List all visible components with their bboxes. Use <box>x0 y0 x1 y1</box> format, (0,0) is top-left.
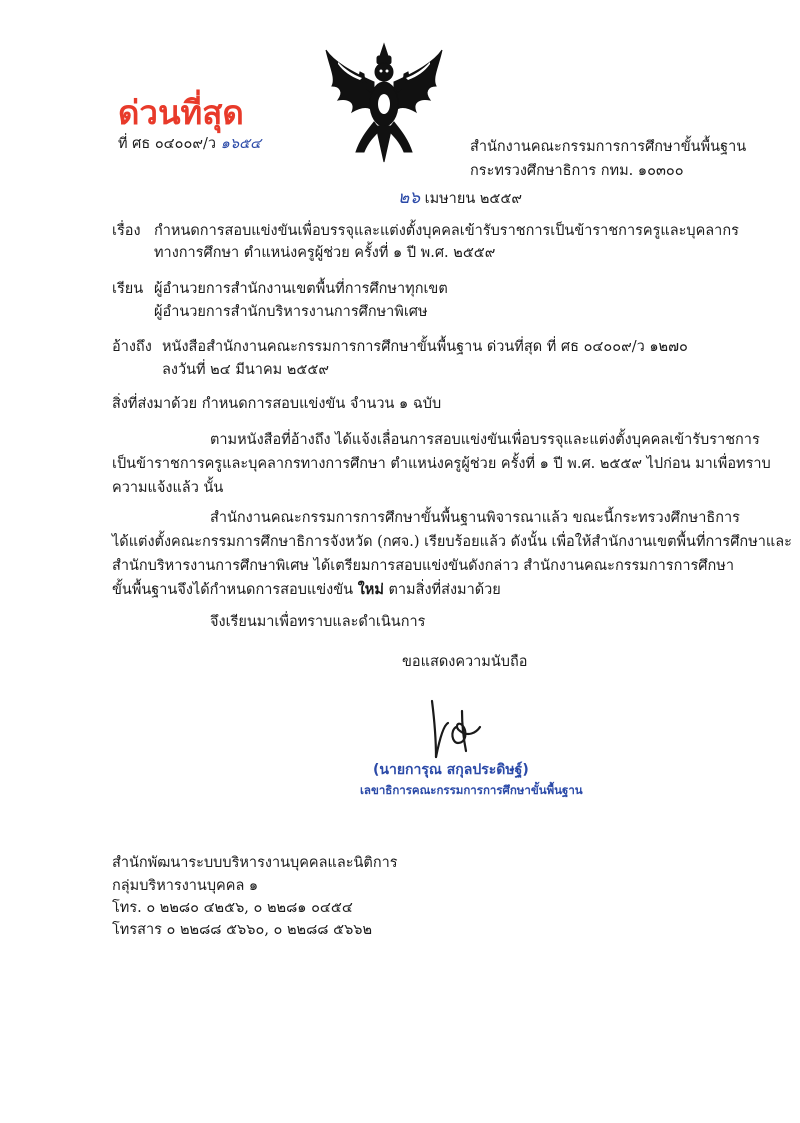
reference-label: อ้างถึง <box>112 339 152 355</box>
footer-group: กลุ่มบริหารงานบุคคล ๑ <box>112 878 259 894</box>
body-p2-last-suffix: ตามสิ่งที่ส่งมาด้วย <box>388 582 501 598</box>
body-paragraph-1 <box>112 428 771 500</box>
date-day-handwritten: ๒๖ <box>398 188 420 208</box>
body-p2-line: สำนักงานคณะกรรมการการศึกษาขั้นพื้นฐานพิจารณาแล้ว ขณะนี้กระทรวงศึกษาธิการ <box>210 510 740 526</box>
doc-number-printed: ศธ ๐๔๐๐๙/ว <box>132 136 217 152</box>
body-p2-line <box>112 578 737 602</box>
body-p2-line: ได้แต่งตั้งคณะกรรมการศึกษาธิการจังหวัด (กศจ.) เรียบร้อยแล้ว ดังนั้น เพื่อให้สำนักงานเขตพื้นที่การศึกษาและ <box>112 534 792 550</box>
office-address: กระทรวงศึกษาธิการ กทม. ๑๐๓๐๐ <box>470 163 684 179</box>
enclosure-label: สิ่งที่ส่งมาด้วย <box>112 396 198 412</box>
date-month-year: เมษายน ๒๕๕๙ <box>424 191 522 207</box>
body-p1-line: เป็นข้าราชการครูและบุคลากรทางการศึกษา ตำแหน่งครูผู้ช่วย ครั้งที่ ๑ ปี พ.ศ. ๒๕๕๙ ไปก่อน มาเพื่อทราบ <box>112 456 771 472</box>
subject-line-1: กำหนดการสอบแข่งขันเพื่อบรรจุและแต่งตั้งบุคคลเข้ารับราชการเป็นข้าราชการครูและบุคลากร <box>154 223 739 239</box>
signatory-position: เลขาธิการคณะกรรมการการศึกษาขั้นพื้นฐาน <box>360 783 583 797</box>
reference-line-1: หนังสือสำนักงานคณะกรรมการการศึกษาขั้นพื้นฐาน ด่วนที่สุด ที่ ศธ ๐๔๐๐๙/ว ๑๒๗๐ <box>162 339 688 355</box>
body-p2-emphasis: ใหม่ <box>357 581 384 598</box>
signature-image <box>418 697 488 763</box>
subject-line-2: ทางการศึกษา ตำแหน่งครูผู้ช่วย ครั้งที่ ๑ ปี พ.ศ. ๒๕๕๙ <box>154 245 496 261</box>
urgency-label: ด่วนที่สุด <box>118 93 244 132</box>
letter-date <box>398 188 522 209</box>
doc-number-label: ที่ <box>118 136 128 152</box>
footer-fax: โทรสาร ๐ ๒๒๘๘ ๕๖๖๐, ๐ ๒๒๘๘ ๕๖๖๒ <box>112 922 373 938</box>
doc-number <box>118 134 261 154</box>
office-name: สำนักงานคณะกรรมการการศึกษาขั้นพื้นฐาน <box>470 139 747 155</box>
enclosure-text: กำหนดการสอบแข่งขัน จำนวน ๑ ฉบับ <box>201 396 442 412</box>
enclosure <box>112 394 441 414</box>
body-paragraph-3: จึงเรียนมาเพื่อทราบและดำเนินการ <box>210 614 426 630</box>
to-line-2: ผู้อำนวยการสำนักบริหารงานการศึกษาพิเศษ <box>154 304 428 320</box>
body-p2-last-prefix: ขั้นพื้นฐานจึงได้กำหนดการสอบแข่งขัน <box>112 582 354 598</box>
body-paragraph-2 <box>112 506 792 602</box>
doc-number-handwritten: ๑๖๕๔ <box>220 136 261 152</box>
subject-label: เรื่อง <box>112 223 141 239</box>
to-label: เรียน <box>112 281 144 297</box>
body-p1-line: ความแจ้งแล้ว นั้น <box>112 480 224 496</box>
to-line-1: ผู้อำนวยการสำนักงานเขตพื้นที่การศึกษาทุกเขต <box>154 281 448 297</box>
garuda-emblem-icon <box>322 42 446 164</box>
closing: ขอแสดงความนับถือ <box>402 654 528 670</box>
reference-line-2: ลงวันที่ ๒๔ มีนาคม ๒๕๕๙ <box>162 362 329 378</box>
body-p2-line: สำนักบริหารงานการศึกษาพิเศษ ได้เตรียมการสอบแข่งขันดังกล่าว สำนักงานคณะกรรมการการศึกษา <box>112 558 734 574</box>
body-p1-line: ตามหนังสือที่อ้างถึง ได้แจ้งเลื่อนการสอบแข่งขันเพื่อบรรจุและแต่งตั้งบุคคลเข้ารับราชการ <box>210 432 760 448</box>
footer-phone: โทร. ๐ ๒๒๘๐ ๔๒๕๖, ๐ ๒๒๘๑ ๐๔๕๔ <box>112 900 353 916</box>
signatory-name: (นายการุณ สกุลประดิษฐ์) <box>373 762 529 778</box>
footer-division: สำนักพัฒนาระบบบริหารงานบุคคลและนิติการ <box>112 855 398 871</box>
